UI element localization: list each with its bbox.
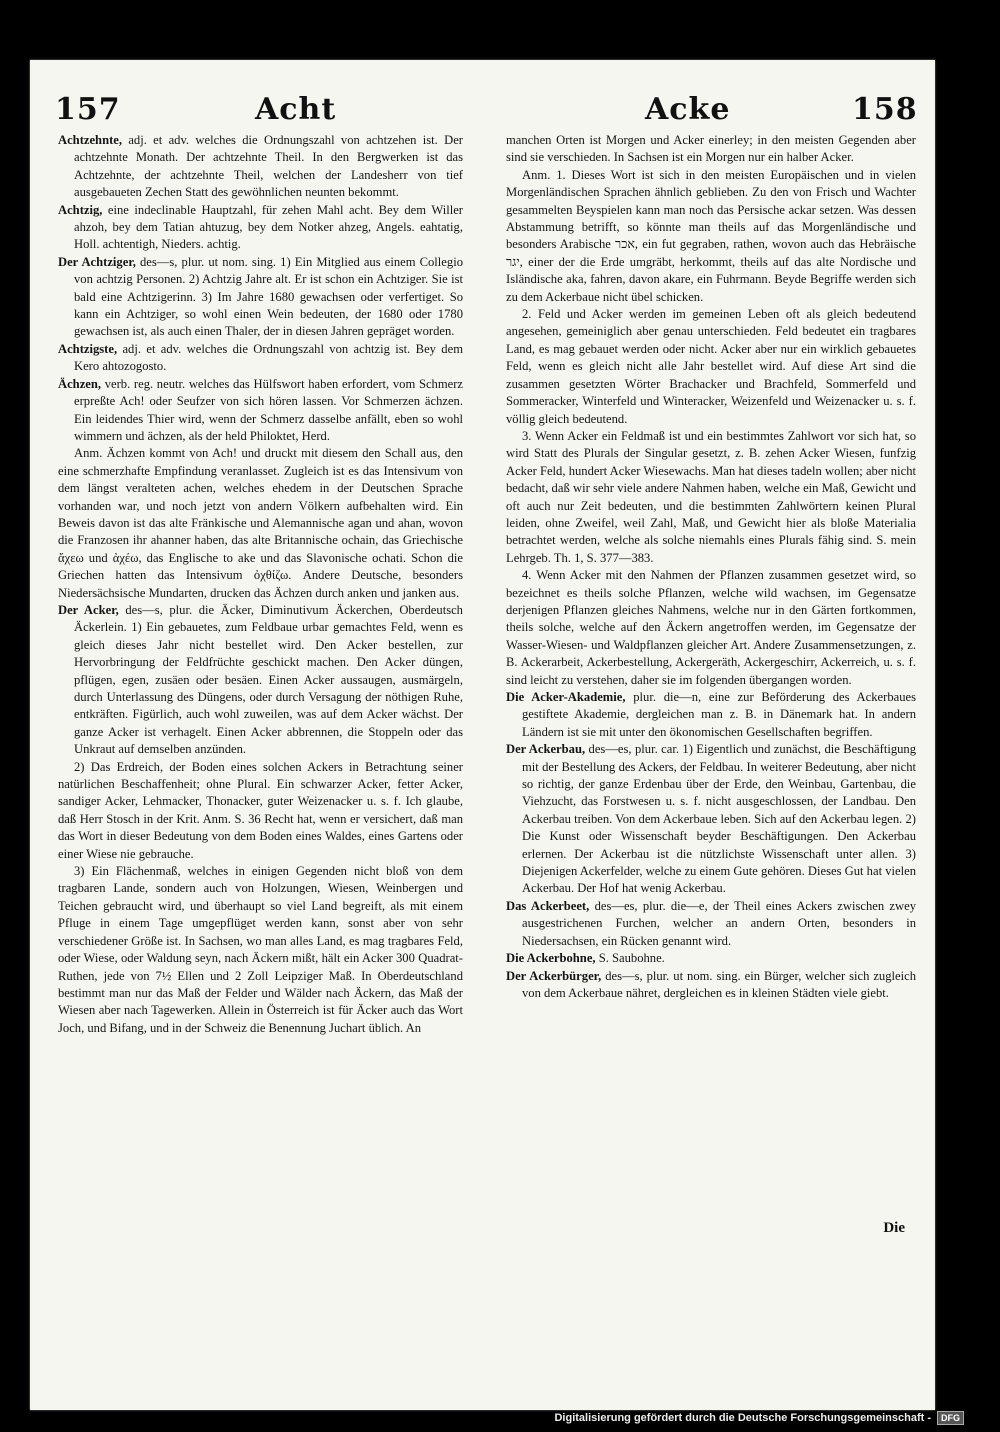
entry-text: des—s, plur. ut nom. sing. ein Bürger, welcher sich zugleich von dem Ackerbaue nähret, dergleichen es in kleinen Städten viele giebt.: [522, 968, 917, 1000]
header-word-right: Acke: [645, 92, 731, 127]
paragraph: 2. Feld und Acker werden im gemeinen Leben oft als gleich bedeutend angesehen, gemeiniglich aber genau unterschieden. Feld bedeutet ein tragbares Land, es mag gebauet werden oder nicht. Acker aber nur ein wirklich gebauetes Feld, wenn es gleich nicht alle Jahr bestellet wird. Auf diese Art sind die zusammen gesetzten Wörter Brachacker und Brachfeld, Sommerfeld und Sommeracker, Winterfeld und Winteracker, Weizenfeld und Weizenacker u. s. f. völlig gleich bedeutend.: [506, 307, 916, 426]
right-column: [506, 132, 916, 1002]
entry-headword: Der Achtziger,: [58, 254, 136, 269]
dictionary-entry: [58, 341, 463, 376]
left-column: [58, 132, 463, 1037]
entry-headword: Achtzigste,: [58, 341, 118, 356]
entry-headword: Der Acker,: [58, 602, 119, 617]
dictionary-entry: [58, 202, 463, 254]
paragraph: 2) Das Erdreich, der Boden eines solchen Ackers in Betrachtung seiner natürlichen Beschaffenheit; ohne Plural. Ein schwarzer Acker, fetter Acker, sandiger Acker, Lehmacker, Thonacker, guter Weizenacker u. s. f. Ich glaube, daß Herr Stosch in der Krit. Anm. S. 36 Recht hat, wenn er versichert, daß man das Wort in dieser Bedeutung von dem Boden eines Waldes, eines Gartens oder einer Wiese nie gebrauche.: [58, 759, 463, 861]
paragraph: 3) Ein Flächenmaß, welches in einigen Gegenden nicht bloß von dem tragbaren Lande, sondern auch von Holzungen, Wiesen, Weinbergen und Teichen gebraucht wird, und überhaupt so viel Land begreift, als mit einem Pfluge in einem Tage umgepflüget werden kann, sonst aber von sehr verschiedener Größe ist. In Sachsen, wo man alles Land, es mag tragbares Feld, oder Wiese, oder Waldung seyn, nach Äckern mißt, hält ein Acker 300 Quadrat-Ruthen, jede von 7½ Ellen und 2 Zoll Leipziger Maß. In Oberdeutschland bestimmt man nur das Maß der Felder und Wälder nach Äckern, das Maß der Wiesen aber nach Tagewerken. Allein in Österreich ist für Äcker auch das Wort Joch, und Bifang, und in der Schweiz die Benennung Juchart üblich. An: [58, 864, 463, 1035]
paragraph: manchen Orten ist Morgen und Acker einerley; in den meisten Gegenden aber sind sie verschieden. In Sachsen ist ein Morgen nur ein halber Acker.: [506, 133, 916, 165]
entry-headword: Der Ackerbau,: [506, 742, 586, 757]
dictionary-entry: [58, 132, 463, 202]
paragraph: 4. Wenn Acker mit den Nahmen der Pflanzen zusammen gesetzet wird, so bezeichnet es theils solche Pflanzen, welche wild wachsen, im Gegensatze derjenigen Pflanzen gleiches Nahmens, welche nur in den Gärten fortkommen, theils solche, welche auf den Äckern angetroffen werden, im Gegensatze der Wasser-Wiesen- und Waldpflanzen gleicher Art. Andere Zusammensetzungen, z. B. Ackerarbeit, Ackerbestellung, Ackergeräth, Ackergeschirr, Ackerreich, u. s. f. sind leicht zu verstehen, daher sie im folgenden übergangen worden.: [506, 568, 916, 687]
paragraph: Anm. Ächzen kommt von Ach! und druckt mit diesem den Schall aus, den eine schmerzhafte Empfindung veranlasset. Zugleich ist es das Intensivum von dem längst veralteten achen, welches ehedem in der Deutschen Sprache vorhanden war, und noch jetzt von andern Völkern aufbehalten wird. Ein Beweis davon ist das alte Fränkische und Alemannische agan und ahan, wovon die Franzosen ihr ahanner haben, das alte Britannische ochain, das Griechische ἄχεω und ἀχέω, das Englische to ake und das Slavonische ochati. Schon die Griechen hatten das Intensivum ὀχθίζω. Andere Deutsche, besonders Niedersächsische Mundarten, drucken das Ächzen durch anken und janken aus.: [58, 446, 463, 600]
running-header: [30, 92, 935, 132]
entry-text: verb. reg. neutr. welches das Hülfswort haben erfordert, vom Schmerz erpreßte Ach! oder Seufzer von sich hören lassen. Vor Schmerzen ächzen. Ein leidendes Thier wird, wenn der Schmerz dasselbe anfällt, eben so wohl wimmern und ächzen, als der held Philoktet, Herd.: [74, 376, 463, 443]
entry-headword: Der Ackerbürger,: [506, 968, 602, 983]
entry-text: des—s, plur. ut nom. sing. 1) Ein Mitglied aus einem Collegio von achtzig Personen. 2) Achtzig Jahre alt. Er ist schon ein Achtziger. Sie ist bald eine Achtzigerinn. 3) Im Jahre 1680 gewachsen oder verfertiget. So kann ein Achtziger, so wohl einen Wein bedeuten, der 1680 oder 1780 gewachsen ist, als auch einen Thaler, der in diesen Jahren gepräget worden.: [74, 254, 463, 339]
page-number-left: 157: [55, 92, 121, 127]
catchword: Die: [883, 1220, 905, 1236]
entry-headword: Das Ackerbeet,: [506, 898, 590, 913]
entry-headword: Ächzen,: [58, 376, 102, 391]
dictionary-entry: [58, 376, 463, 446]
dfg-logo: DFG: [937, 1411, 964, 1425]
scanned-page: [30, 60, 935, 1410]
entry-text: des—es, plur. car. 1) Eigentlich und zunächst, die Beschäftigung mit der Bestellung des Ackers, der Feldbau. In weiterer Bedeutung, aber nicht so richtig, der ganze Erdenbau über der Erde, den Weinbau, Gartenbau, die Viehzucht, das Forstwesen u. s. f. nicht ausgeschlossen, der Landbau. Den Ackerbau treiben. Von dem Ackerbaue leben. Sich auf den Ackerbau legen. 2) Die Kunst oder Wissenschaft beyder Beschäftigungen. Den Ackerbau erlernen. Der Ackerbau ist die nützlichste Wissenschaft unter allen. 3) Diejenigen Ackerfelder, welche zu einem Gute gehören. Dieses Gut hat vielen Ackerbau. Der Hof hat wenig Ackerbau.: [522, 742, 917, 896]
page-number-right: 158: [852, 92, 918, 127]
dictionary-entry: [58, 254, 463, 341]
footer-text: Digitalisierung gefördert durch die Deutsche Forschungsgemeinschaft -: [554, 1412, 931, 1424]
dictionary-entry: [506, 968, 916, 1003]
dictionary-entry: [506, 741, 916, 898]
dictionary-entry: [58, 602, 463, 759]
dictionary-entry: [506, 689, 916, 741]
entry-text: adj. et adv. welches die Ordnungszahl von achtzig ist. Bey dem Kero ahtozogosto.: [74, 341, 463, 374]
entry-headword: Achtzehnte,: [58, 133, 123, 147]
footer-credit: [554, 1411, 964, 1425]
entry-text: des—s, plur. die Äcker, Diminutivum Äckerchen, Oberdeutsch Äckerlein. 1) Ein gebauetes, zum Feldbaue urbar gemachtes Feld, wenn es gleich dieses Jahr nicht bestellet wird. Den Acker bestellen, zur Hervorbringung der Feldfrüchte geschickt machen. Den Acker düngen, pflügen, egen, zusäen oder besäen. Einen Acker aussaugen, ausmärgeln, durch Unterlassung des Düngens, oder durch Versagung der nöthigen Ruhe, entkräften. Figürlich, auch wohl zuweilen, was auf dem Acker wächst. Der ganze Acker ist verhagelt. Einen Acker abbrennen, die Stoppeln oder das Unkraut auf demselben anzünden.: [74, 602, 463, 757]
entry-text: des—es, plur. die—e, der Theil eines Ackers zwischen zwey ausgestrichenen Furchen, welcher an andern Orten, besonders in Niedersachsen, ein Rücken genannt wird.: [522, 898, 916, 948]
paragraph: Anm. 1. Dieses Wort ist sich in den meisten Europäischen und in vielen Morgenländischen Sprachen ähnlich geblieben. Zu den von Frisch und Wachter gesammelten Beyspielen kann man noch das Persische ackar setzen. Was dessen Abstammung betrifft, so könnte man theils auf das Morgenländische und besonders Arabische אכר, ein fut gegraben, rathen, wovon auch das Hebräische יגר, einer der die Erde umgräbt, herkommt, theils auf das alte Nordische und Isländische aka, fahren, davon akare, ein Fuhrmann. Beyde Begriffe werden sich zu dem Ackerbaue nicht übel schicken.: [506, 167, 916, 304]
entry-headword: Achtzig,: [58, 202, 103, 217]
entry-headword: Die Ackerbohne,: [506, 951, 596, 966]
dictionary-entry: [506, 898, 916, 950]
entry-headword: Die Acker-Akademie,: [506, 690, 626, 704]
paragraph: 3. Wenn Acker ein Feldmaß ist und ein bestimmtes Zahlwort vor sich hat, so wird Statt des Plurals der Singular gesetzt, z. B. zehen Acker Wiesen, funfzig Acker Feld, hundert Acker Wiesewachs. Man hat dieses tadeln wollen; aber nicht bedacht, daß wir sehr viele andere Nahmen haben, welche ein Maß, Gewicht und oft auch nur Zeit bedeuten, und die bestimmten Zahlwörtern keinen Plural leiden, ohne Zweifel, weil Zahl, Maß, und Gewicht hier als bloße Materialia betrachtet werden, welche als solche niemahls eines Plurals fähig sind. S. mein Lehrgeb. Th. 1, S. 377—383.: [506, 428, 916, 565]
entry-text: eine indeclinable Hauptzahl, für zehen Mahl acht. Bey dem Willer ahzoh, bey dem Tatian ahtuzug, bey dem Notker ahzeg, Angels. eahtatig, Holl. achtentigh, Nieders. achtig.: [74, 202, 463, 252]
dictionary-entry: [506, 950, 916, 967]
entry-text: adj. et adv. welches die Ordnungszahl von achtzehen ist. Der achtzehnte Monath. Der achtzehnte Theil. In den Bergwerken ist das Achtzehnte, der achtzehnte Theil, welchen der Landesherr von tief ausgebaueten Zechen Statt des gewöhnlichen neunten bekommt.: [74, 133, 463, 200]
header-word-left: Acht: [255, 92, 337, 127]
entry-text: S. Saubohne.: [595, 951, 665, 966]
entry-text: plur. die—n, eine zur Beförderung des Ackerbaues gestiftete Akademie, dergleichen man z. B. in Dänemark hat. In andern Ländern ist sie mit unter den ökonomischen Gesellschaften begriffen.: [522, 690, 917, 739]
